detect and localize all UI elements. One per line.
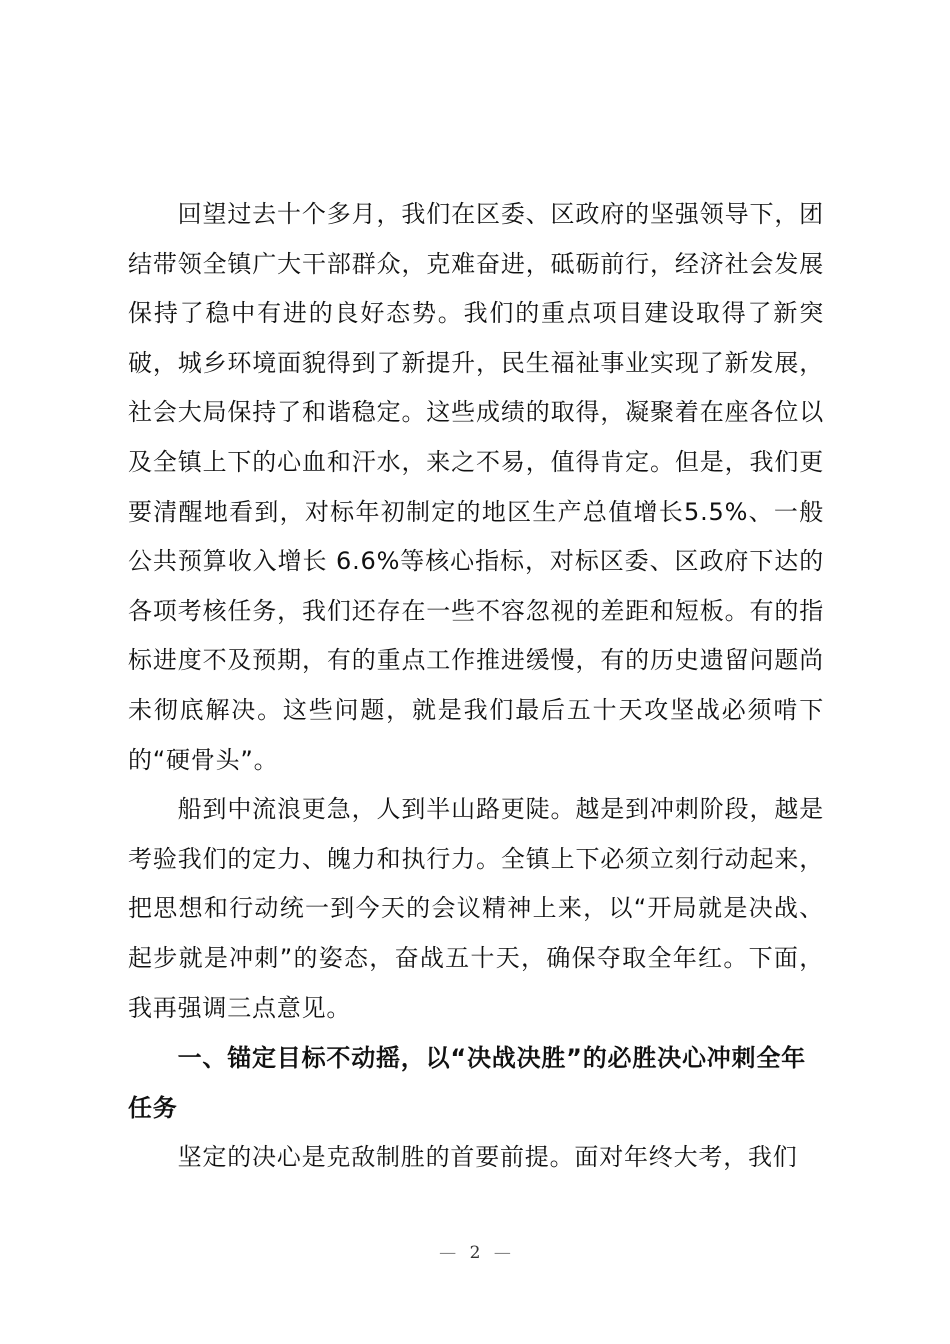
paragraph-determination: 坚定的决心是克敌制胜的首要前提。面对年终大考，我们: [177, 1143, 798, 1172]
paragraph-review: 回望过去十个多月，我们在区委、区政府的坚强领导下，团结带领全镇广大干部群众，克难奋进，砥砺前行，经济社会发展保持了稳中有进的良好态势。我们的重点项目建设取得了新突破，城乡环境面貌得到了新提升，民生福祉事业实现了新发展，社会大局保持了和谐稳定。这些成绩的取得，凝聚着在座各位以及全镇上下的心血和汗水，来之不易，值得肯定。但是，我们更要清醒地看到，对标年初制定的地区生产总值增长5.5%、一般公共预算收入增长 6.6%等核心指标，对标区委、区政府下达的各项考核任务，我们还存在一些不容忽视的差距和短板。有的指标进度不及预期，有的重点工作推进缓慢，有的历史遗留问题尚未彻底解决。这些问题，就是我们最后五十天攻坚战必须啃下的“硬骨头”。: [128, 200, 824, 774]
section-heading-1: 一、锚定目标不动摇，以“决战决胜”的必胜决心冲刺全年任务: [128, 1044, 806, 1123]
page-footer: [0, 1243, 950, 1263]
document-body: [128, 190, 824, 1183]
footer-dash-left: —: [439, 1243, 457, 1263]
paragraph-sprint: 船到中流浪更急，人到半山路更陡。越是到冲刺阶段，越是考验我们的定力、魄力和执行力。全镇上下必须立刻行动起来，把思想和行动统一到今天的会议精神上来，以“开局就是决战、起步就是冲刺”的姿态，奋战五十天，确保夺取全年红。下面，我再强调三点意见。: [128, 795, 824, 1022]
footer-dash-right: —: [493, 1243, 511, 1263]
page-number: 2: [469, 1243, 481, 1263]
